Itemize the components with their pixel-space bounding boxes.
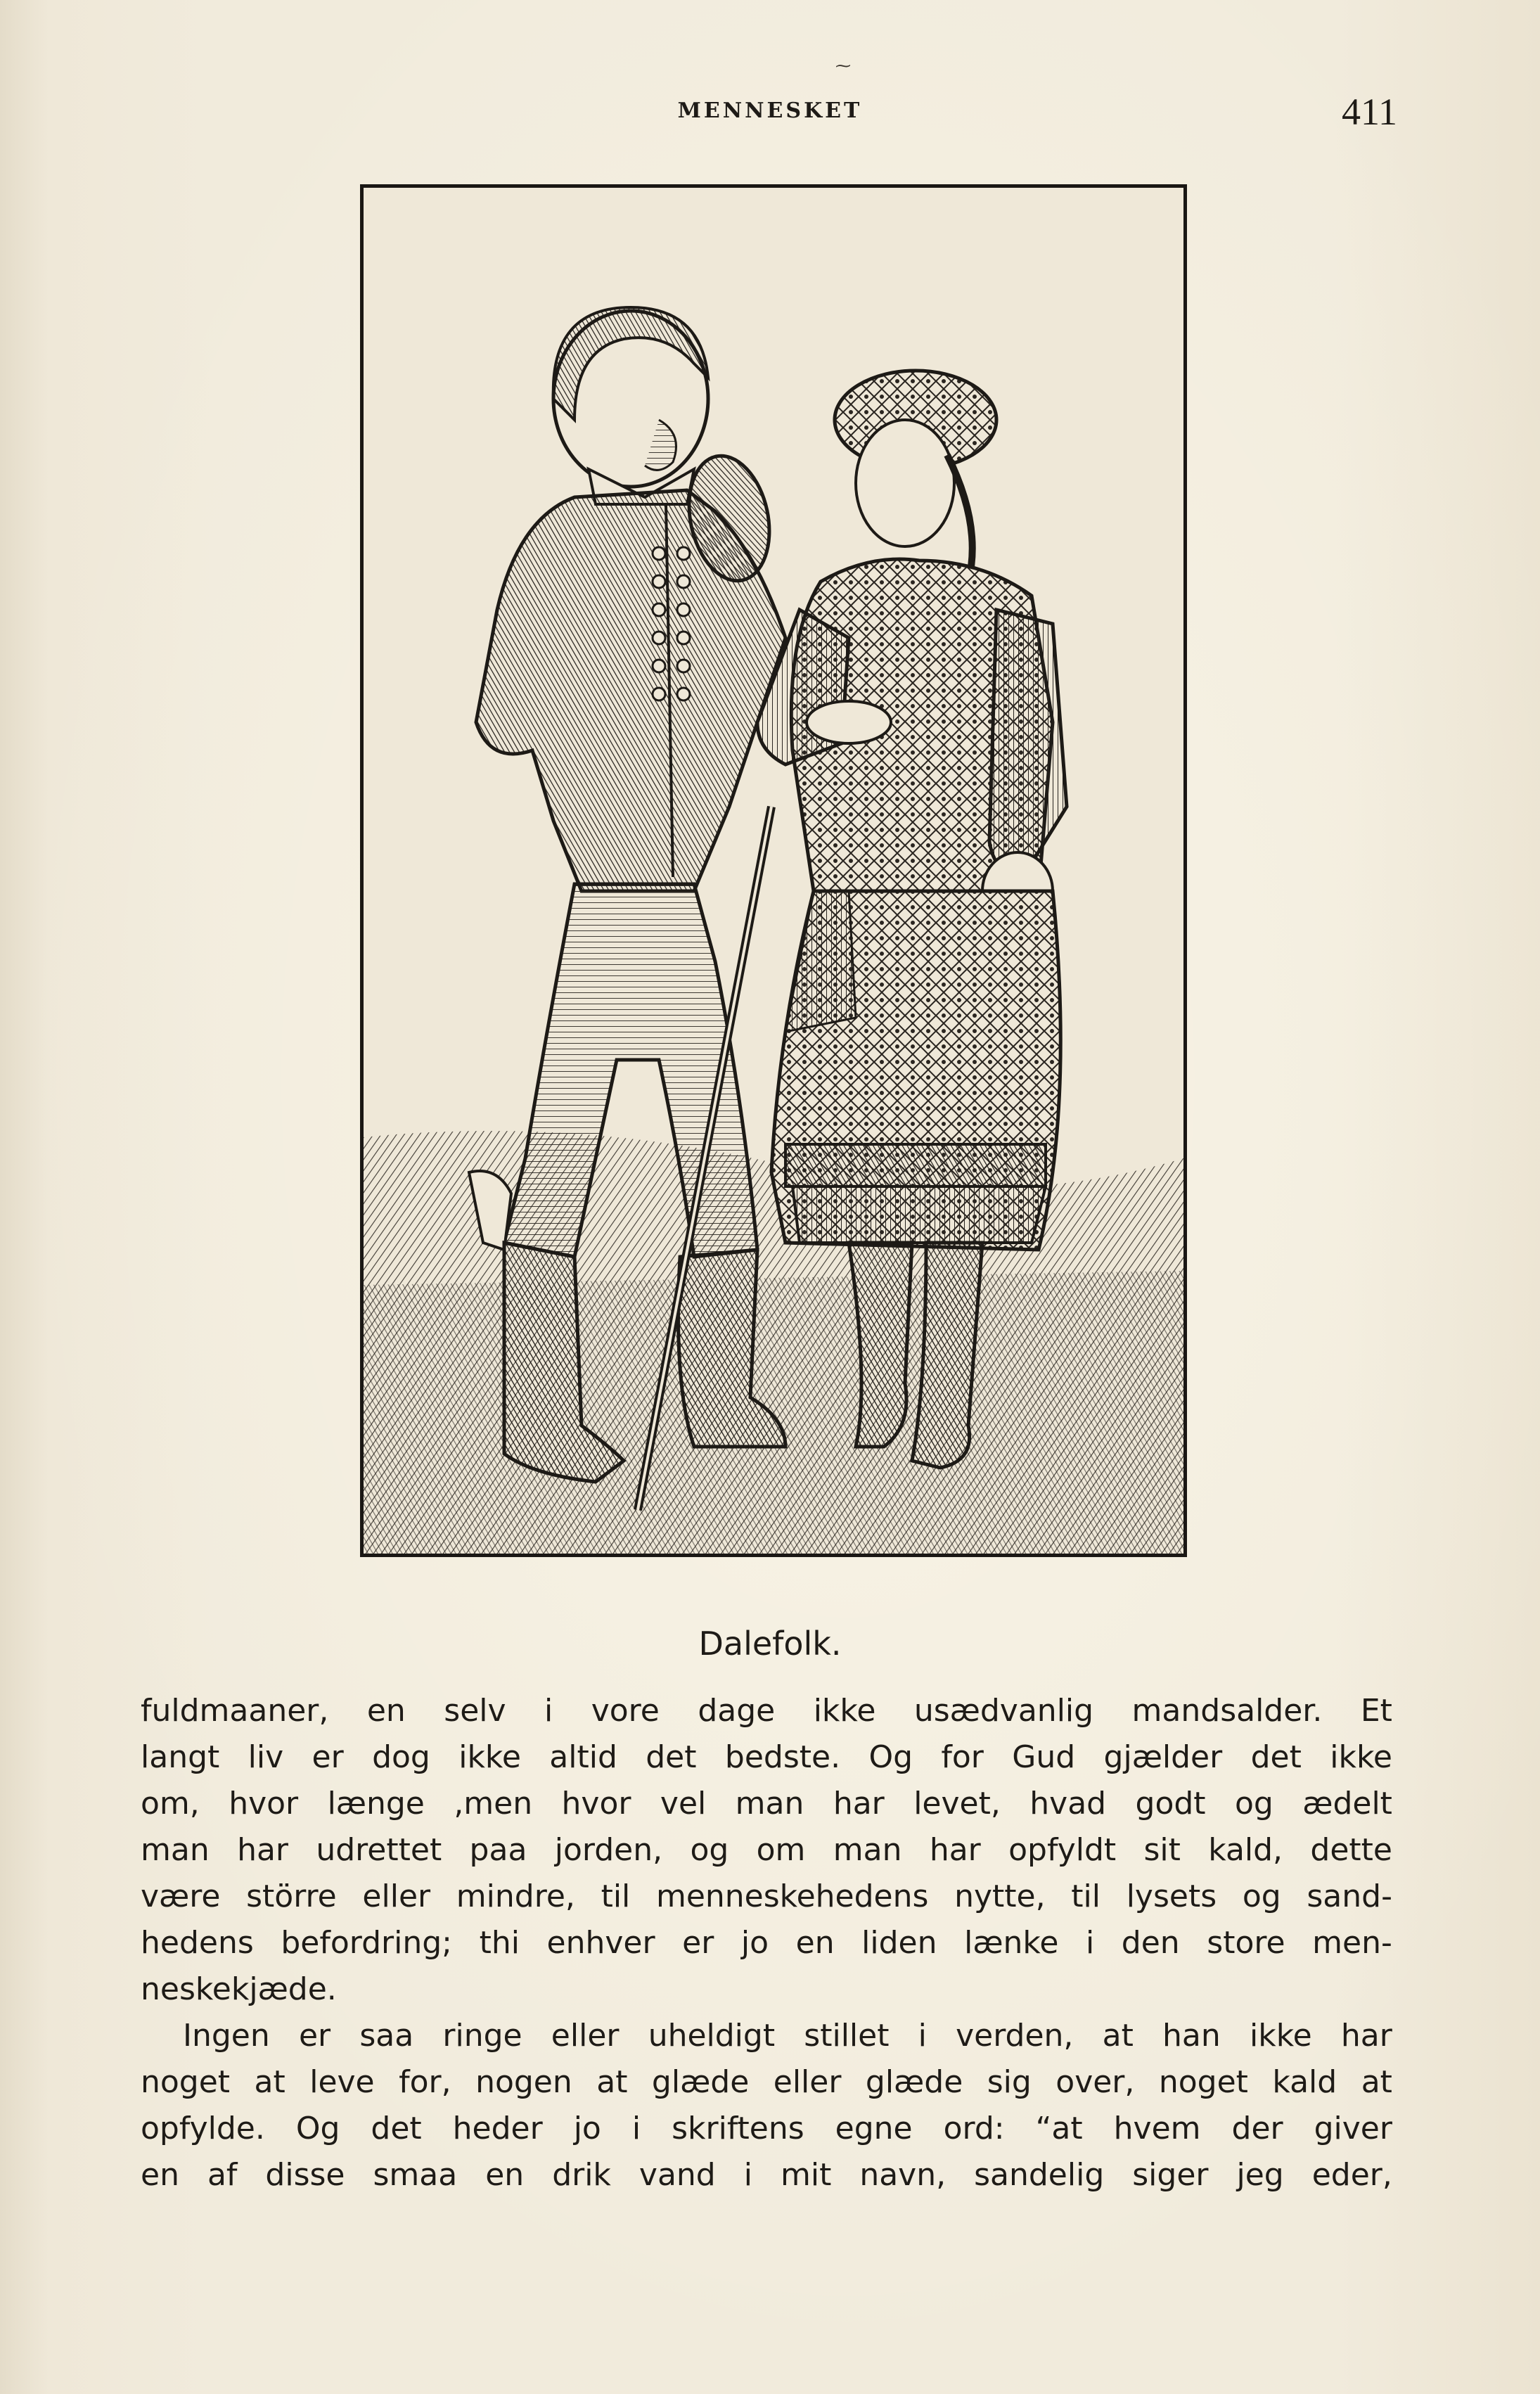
text-line: noget at leve for, nogen at glæde eller glæde sig over, noget kald at xyxy=(141,2064,1392,2100)
text-line: fuldmaaner, en selv i vore dage ikke usædvanlig mandsalder. Et xyxy=(141,1693,1392,1729)
running-title: MENNESKET xyxy=(677,98,863,123)
page-number: 411 xyxy=(1342,91,1397,133)
text-line: om, hvor længe ,men hvor vel man har levet, hvad godt og ædelt xyxy=(141,1786,1392,1822)
text-line: hedens befordring; thi enhver er jo en liden lænke i den store men- xyxy=(141,1925,1392,1961)
text-line: neskekjæde. xyxy=(141,1971,337,2007)
figure-caption: Dalefolk. xyxy=(698,1625,842,1663)
text-line: en af disse smaa en drik vand i mit navn, sandelig siger jeg eder, xyxy=(141,2157,1392,2193)
text-line: Ingen er saa ringe eller uheldigt stillet i verden, at han ikke har xyxy=(183,2018,1392,2054)
ornament-icon: ⁓ xyxy=(835,58,851,75)
engraving-illustration xyxy=(360,184,1187,1557)
engraving-couple-icon xyxy=(364,188,1183,1554)
text-line: langt liv er dog ikke altid det bedste. Og for Gud gjælder det ikke xyxy=(141,1739,1392,1775)
text-line: man har udrettet paa jorden, og om man har opfyldt sit kald, dette xyxy=(141,1832,1392,1868)
text-line: opfylde. Og det heder jo i skriftens egne ord: “at hvem der giver xyxy=(141,2111,1392,2146)
text-line: være större eller mindre, til menneskehedens nytte, til lysets og sand- xyxy=(141,1878,1392,1914)
body-text xyxy=(141,1688,1392,2198)
